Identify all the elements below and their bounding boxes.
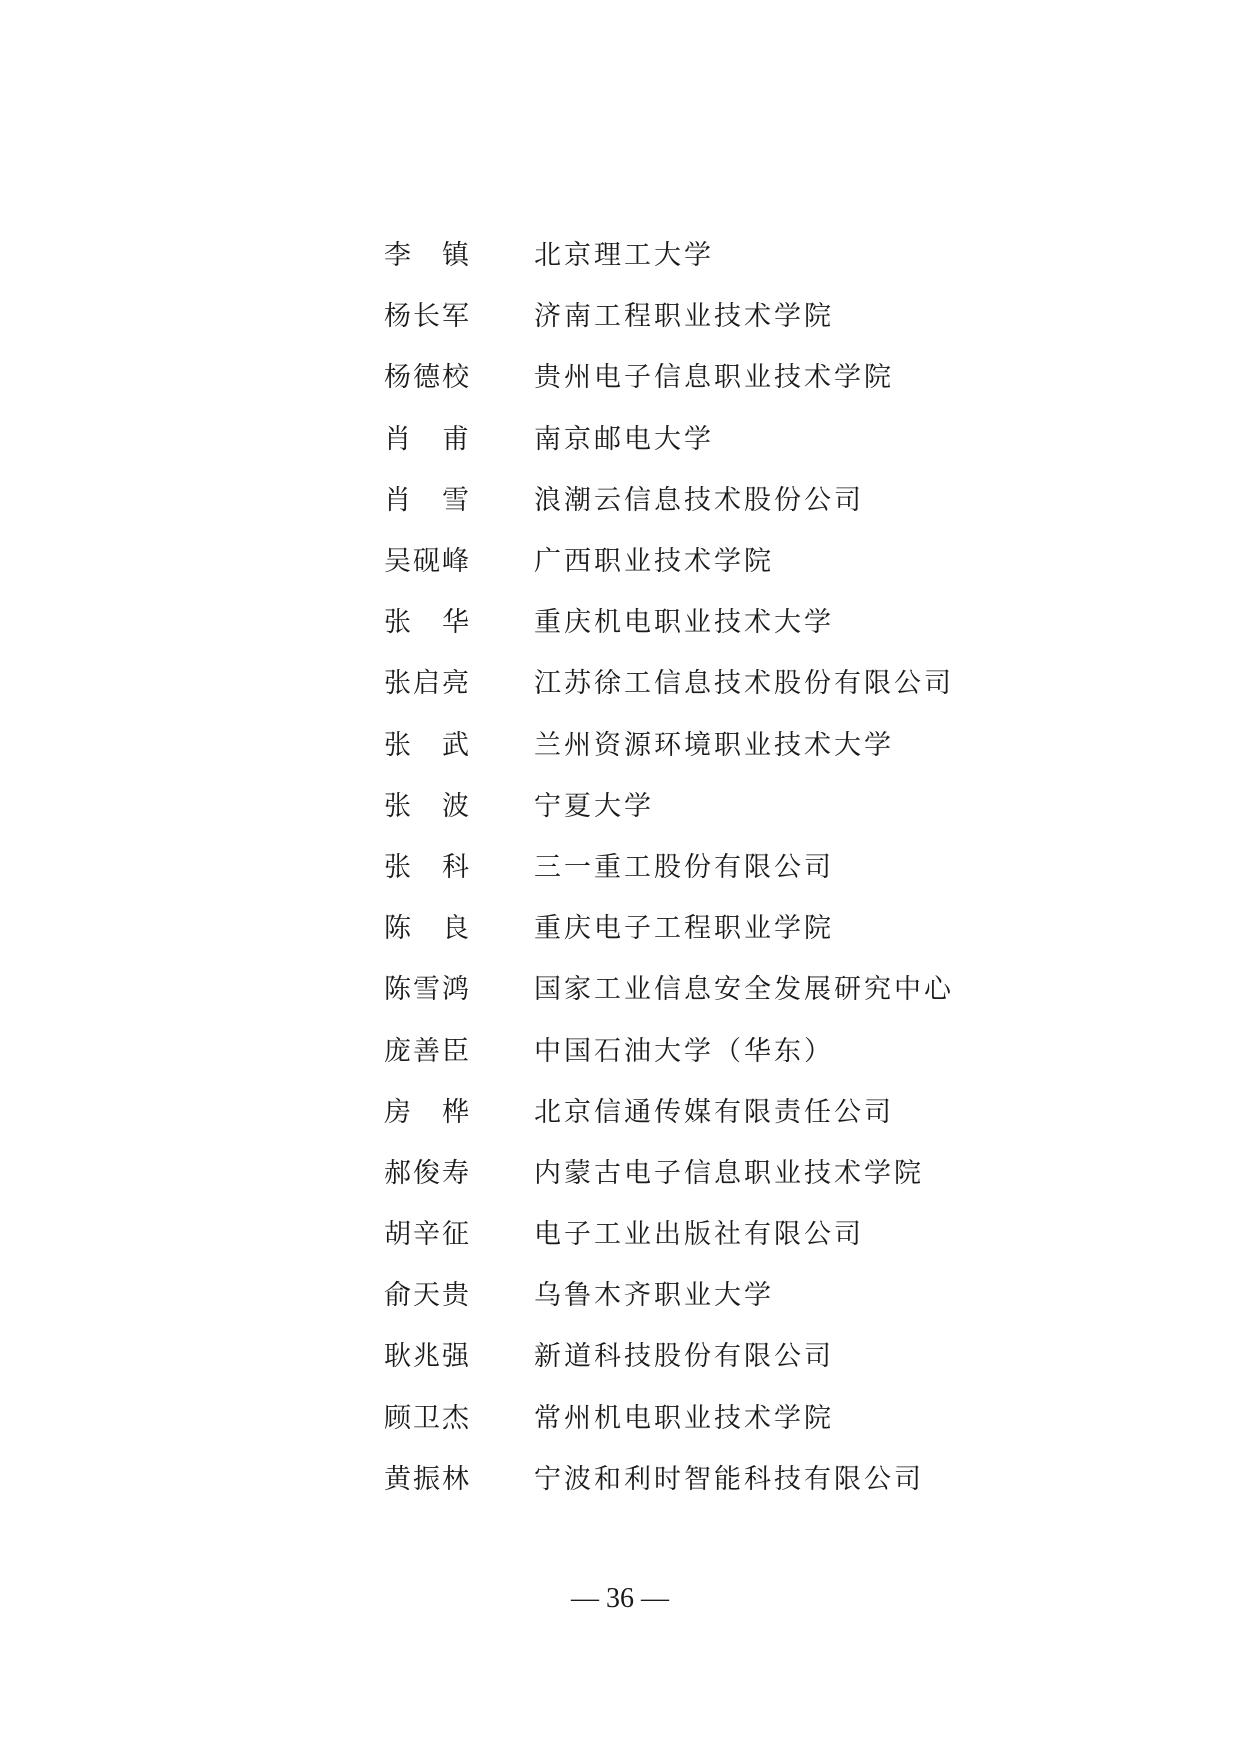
member-name: 俞天贵: [384, 1280, 471, 1312]
member-name: 郝俊寿: [384, 1157, 471, 1189]
page-number: — 36 —: [571, 1583, 669, 1614]
member-name: 张 武: [384, 729, 471, 761]
member-organization: 宁波和利时智能科技有限公司: [534, 1463, 924, 1495]
member-name: 肖 甫: [384, 423, 471, 455]
list-item: [384, 222, 1024, 283]
member-organization: 乌鲁木齐职业大学: [534, 1280, 774, 1312]
member-name: 肖 雪: [384, 484, 471, 516]
member-list: [384, 222, 1024, 1507]
member-name: 耿兆强: [384, 1341, 471, 1373]
list-item: [384, 283, 1024, 344]
list-item: [384, 650, 1024, 711]
member-name: 张 华: [384, 607, 471, 639]
member-name: 黄振林: [384, 1463, 471, 1495]
member-name: 杨德校: [384, 362, 471, 394]
member-organization: 浪潮云信息技术股份公司: [534, 484, 864, 516]
list-item: [384, 1323, 1024, 1384]
member-organization: 常州机电职业技术学院: [534, 1402, 834, 1434]
list-item: [384, 589, 1024, 650]
list-item: [384, 834, 1024, 895]
member-organization: 中国石油大学（华东）: [534, 1035, 834, 1067]
list-item: [384, 1017, 1024, 1078]
member-organization: 内蒙古电子信息职业技术学院: [534, 1157, 924, 1189]
member-name: 房 桦: [384, 1096, 471, 1128]
member-name: 陈雪鸿: [384, 974, 471, 1006]
member-organization: 三一重工股份有限公司: [534, 851, 834, 883]
member-organization: 江苏徐工信息技术股份有限公司: [534, 668, 954, 700]
member-name: 顾卫杰: [384, 1402, 471, 1434]
list-item: [384, 467, 1024, 528]
list-item: [384, 1446, 1024, 1507]
member-organization: 北京信通传媒有限责任公司: [534, 1096, 894, 1128]
list-item: [384, 528, 1024, 589]
member-organization: 北京理工大学: [534, 240, 714, 272]
member-name: 李 镇: [384, 240, 471, 272]
member-organization: 重庆电子工程职业学院: [534, 913, 834, 945]
member-organization: 宁夏大学: [534, 790, 654, 822]
member-organization: 新道科技股份有限公司: [534, 1341, 834, 1373]
member-organization: 济南工程职业技术学院: [534, 301, 834, 333]
member-organization: 电子工业出版社有限公司: [534, 1219, 864, 1251]
member-name: 胡辛征: [384, 1219, 471, 1251]
member-organization: 国家工业信息安全发展研究中心: [534, 974, 954, 1006]
list-item: [384, 773, 1024, 834]
list-item: [384, 956, 1024, 1017]
list-item: [384, 1140, 1024, 1201]
list-item: [384, 344, 1024, 405]
list-item: [384, 1079, 1024, 1140]
member-name: 张启亮: [384, 668, 471, 700]
member-name: 张 科: [384, 851, 471, 883]
list-item: [384, 1262, 1024, 1323]
member-organization: 南京邮电大学: [534, 423, 714, 455]
member-organization: 重庆机电职业技术大学: [534, 607, 834, 639]
member-name: 杨长军: [384, 301, 471, 333]
member-name: 吴砚峰: [384, 546, 471, 578]
member-organization: 兰州资源环境职业技术大学: [534, 729, 894, 761]
member-organization: 贵州电子信息职业技术学院: [534, 362, 894, 394]
list-item: [384, 895, 1024, 956]
member-name: 陈 良: [384, 913, 471, 945]
list-item: [384, 1385, 1024, 1446]
list-item: [384, 712, 1024, 773]
member-organization: 广西职业技术学院: [534, 546, 774, 578]
member-name: 张 波: [384, 790, 471, 822]
list-item: [384, 1201, 1024, 1262]
member-name: 庞善臣: [384, 1035, 471, 1067]
list-item: [384, 406, 1024, 467]
